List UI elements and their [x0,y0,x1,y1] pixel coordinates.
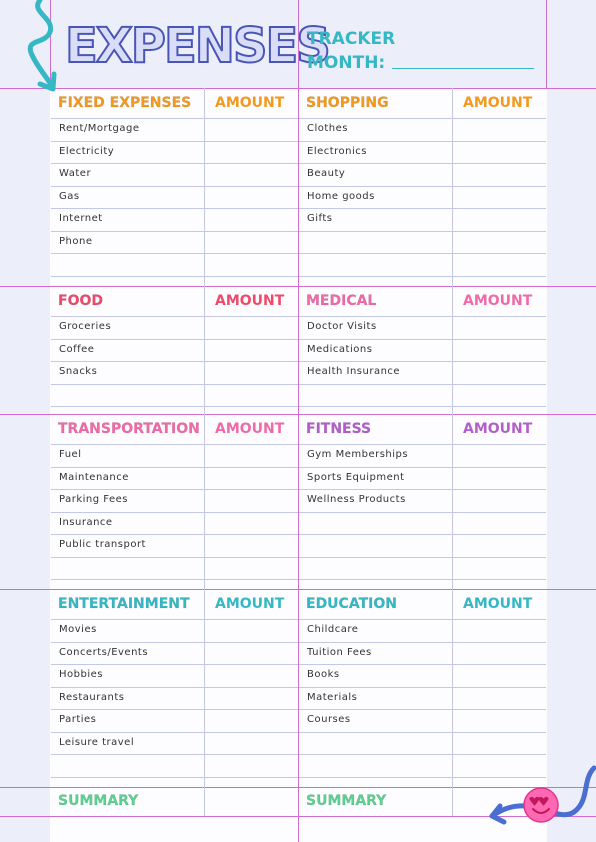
expense-item-transportation: Maintenance [59,472,129,483]
amount-cell[interactable] [205,733,297,754]
amount-cell[interactable] [205,119,297,140]
amount-cell[interactable] [205,317,297,338]
amount-header-food: AMOUNT [215,293,285,309]
amount-header-education: AMOUNT [463,596,533,612]
row-divider [51,777,298,778]
summary-left-label: SUMMARY [58,793,139,809]
expense-item-food: Groceries [59,321,112,332]
swirl-arrow-icon [10,0,70,95]
expense-item-entertainment: Hobbies [59,669,103,680]
expense-item-entertainment: Restaurants [59,692,125,703]
amount-cell[interactable] [205,445,297,466]
expense-item-entertainment: Concerts/Events [59,647,149,658]
expense-item-fixed: Rent/Mortgage [59,123,140,134]
expense-item-education: Childcare [307,624,359,635]
expense-item-fitness: Wellness Products [307,494,406,505]
amount-cell[interactable] [453,209,545,230]
amount-cell[interactable] [453,490,545,511]
expense-item-fixed: Phone [59,236,93,247]
amount-cell[interactable] [205,209,297,230]
row-divider [299,406,546,407]
amount-cell[interactable] [205,665,297,686]
expense-item-medical: Medications [307,344,373,355]
amount-cell[interactable] [453,445,545,466]
expense-item-education: Materials [307,692,358,703]
amount-cell[interactable] [453,340,545,361]
expense-item-transportation: Insurance [59,517,113,528]
expense-item-education: Tuition Fees [307,647,372,658]
section-title-transportation: TRANSPORTATION [58,421,200,437]
section-title-entertainment: ENTERTAINMENT [58,596,190,612]
amount-cell[interactable] [453,164,545,185]
grid-horizontal-3 [0,414,596,415]
amount-cell[interactable] [453,119,545,140]
expense-item-education: Courses [307,714,351,725]
expense-item-medical: Health Insurance [307,366,401,377]
amount-cell[interactable] [453,317,545,338]
amount-cell[interactable] [453,688,545,709]
expense-item-fixed: Internet [59,213,103,224]
amount-cell[interactable] [205,513,297,534]
expense-item-transportation: Parking Fees [59,494,128,505]
amount-cell[interactable] [453,468,545,489]
expense-item-transportation: Public transport [59,539,146,550]
amount-header-shopping: AMOUNT [463,95,533,111]
row-divider [51,276,298,277]
amount-cell[interactable] [205,643,297,664]
section-title-shopping: SHOPPING [306,95,389,111]
expense-item-shopping: Beauty [307,168,346,179]
amount-header-transportation: AMOUNT [215,421,285,437]
expense-item-fixed: Gas [59,191,80,202]
month-input-line[interactable] [392,68,534,69]
expense-item-fixed: Water [59,168,92,179]
amount-cell[interactable] [205,340,297,361]
row-divider [299,253,546,254]
amount-cell[interactable] [205,142,297,163]
expense-item-shopping: Clothes [307,123,348,134]
amount-cell[interactable] [453,362,545,383]
section-title-fitness: FITNESS [306,421,372,437]
amount-cell[interactable] [205,620,297,641]
expense-item-food: Snacks [59,366,98,377]
amount-cell[interactable] [453,710,545,731]
expense-item-shopping: Home goods [307,191,375,202]
amount-cell[interactable] [205,535,297,556]
grid-horizontal-2 [0,286,596,287]
expense-item-shopping: Electronics [307,146,368,157]
row-divider [51,557,298,558]
row-divider [299,276,546,277]
row-divider [299,512,546,513]
amount-header-fitness: AMOUNT [463,421,533,437]
row-divider [51,406,298,407]
amount-cell[interactable] [205,468,297,489]
expense-item-shopping: Gifts [307,213,333,224]
amount-cell[interactable] [205,232,297,253]
row-divider [299,231,546,232]
section-title-medical: MEDICAL [306,293,377,309]
row-divider [299,534,546,535]
amount-cell[interactable] [453,142,545,163]
expense-item-entertainment: Movies [59,624,97,635]
row-divider [51,754,298,755]
expense-item-education: Books [307,669,340,680]
section-title-food: FOOD [58,293,103,309]
amount-header-entertainment: AMOUNT [215,596,285,612]
row-divider [299,384,546,385]
month-label: MONTH: [307,53,386,73]
tracker-line1: TRACKER [307,29,396,49]
amount-cell[interactable] [205,710,297,731]
row-divider [299,579,546,580]
tracker-label [307,27,395,75]
amount-cell[interactable] [453,665,545,686]
grid-vertical-middle-front [298,88,299,842]
expense-item-medical: Doctor Visits [307,321,377,332]
row-divider [51,253,298,254]
expense-item-fixed: Electricity [59,146,115,157]
expense-item-fitness: Sports Equipment [307,472,405,483]
row-divider [299,754,546,755]
amount-cell[interactable] [453,643,545,664]
expense-item-food: Coffee [59,344,95,355]
section-title-education: EDUCATION [306,596,397,612]
amount-cell[interactable] [205,362,297,383]
amount-cell[interactable] [205,490,297,511]
grid-horizontal-4 [0,589,596,590]
row-divider [51,579,298,580]
amount-cell[interactable] [205,688,297,709]
row-divider [51,384,298,385]
amount-header-fixed: AMOUNT [215,95,285,111]
summary-left-amount-sep [204,787,205,816]
expense-item-transportation: Fuel [59,449,82,460]
row-divider [299,557,546,558]
grid-horizontal-1 [0,88,596,89]
expense-item-entertainment: Leisure travel [59,737,135,748]
expense-item-entertainment: Parties [59,714,97,725]
section-title-fixed: FIXED EXPENSES [58,95,192,111]
summary-right-amount-sep [452,787,453,816]
amount-cell[interactable] [205,164,297,185]
amount-cell[interactable] [205,187,297,208]
heart-eyes-smiley-icon [522,786,560,824]
row-divider [299,732,546,733]
amount-cell[interactable] [453,620,545,641]
expense-item-fitness: Gym Memberships [307,449,409,460]
amount-cell[interactable] [453,187,545,208]
page-title: EXPENSES [65,18,329,74]
summary-right-label: SUMMARY [306,793,387,809]
amount-header-medical: AMOUNT [463,293,533,309]
